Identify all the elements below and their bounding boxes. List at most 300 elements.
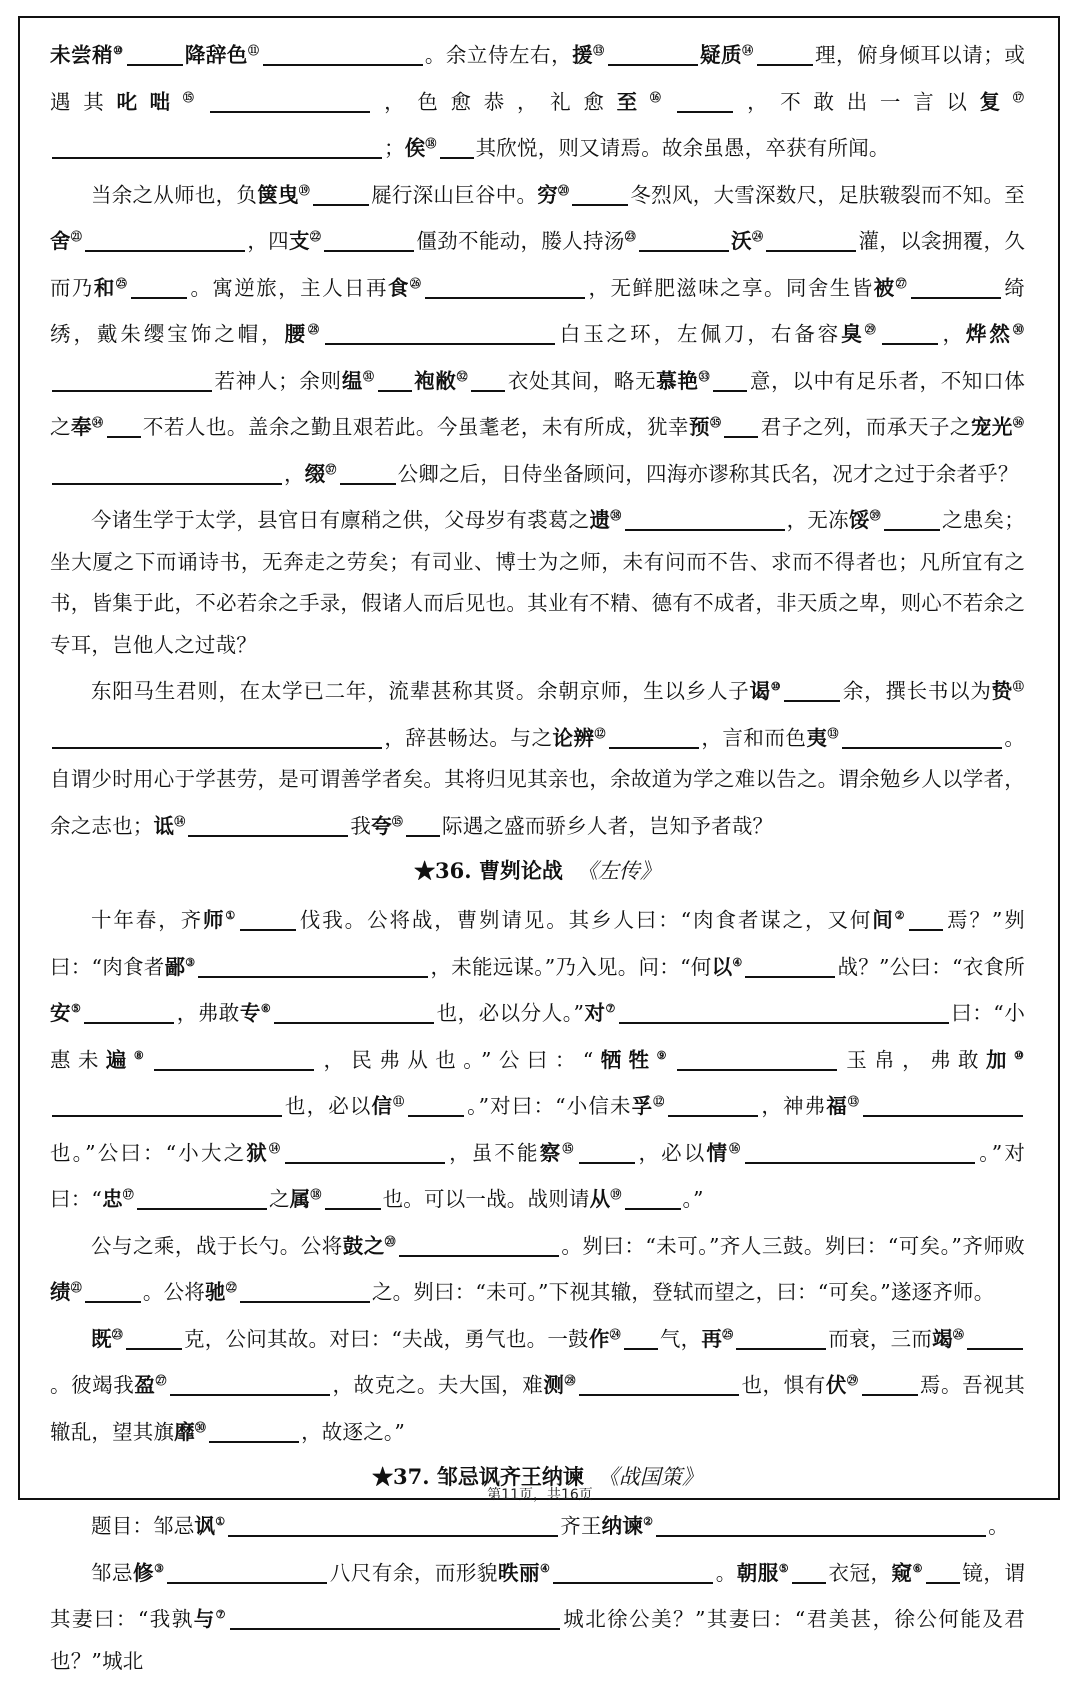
keyword: 鼓之 — [343, 1234, 385, 1258]
passage-text: 玉帛，弗敢 — [839, 1048, 986, 1072]
passage-text: 君子之列，而承天子之 — [760, 415, 970, 439]
keyword: 讽 — [195, 1514, 216, 1538]
note-number: ⑬ — [827, 727, 839, 740]
page-footer: 第11页，共16页 — [0, 1484, 1080, 1504]
answer-blank[interactable] — [325, 321, 555, 345]
passage-text: ，必以 — [637, 1141, 707, 1165]
keyword: 沃 — [731, 229, 752, 253]
keyword: 被 — [874, 276, 896, 300]
answer-blank[interactable] — [198, 954, 428, 978]
note-number: ⑯ — [650, 91, 674, 104]
note-number: ⑦ — [606, 1002, 616, 1015]
keyword: 朝服 — [737, 1561, 779, 1585]
passage-text: ； — [384, 136, 405, 160]
answer-blank[interactable] — [210, 89, 370, 113]
passage-text: 不若人也。盖余之勤且艰若此。今虽耄老，未有所成，犹幸 — [143, 415, 689, 439]
note-number: ㉑ — [71, 1281, 82, 1294]
answer-blank[interactable] — [154, 1047, 314, 1071]
passage-text: 绮绣，戴朱缨宝饰之帽， — [50, 276, 1025, 347]
keyword: 箧曳 — [257, 183, 299, 207]
note-number: ㉘ — [308, 323, 322, 336]
passage-text: 之患矣；坐大厦之下而诵诗书，无奔走之劳矣；有司业、博士为之师，未有问而不告、求而不得者也；凡所宜有之书，皆集于此，不必若余之手录，假诸人而后见也。其业有不精、德有不成者，非天质之卑，则心不若余之专耳，岂他人之过哉？ — [50, 508, 1025, 657]
passage-text: ，无冻 — [787, 508, 849, 532]
answer-blank[interactable] — [579, 1140, 635, 1164]
keyword: 昳丽 — [498, 1561, 540, 1585]
answer-blank[interactable] — [85, 1279, 141, 1303]
passage-text: 也，惧有 — [741, 1373, 826, 1397]
note-number: ⑪ — [1013, 680, 1024, 693]
answer-blank[interactable] — [668, 1093, 758, 1117]
note-number: ㉝ — [699, 370, 711, 383]
answer-blank[interactable] — [170, 1372, 330, 1396]
passage-text: 当余之从师也，负 — [91, 183, 257, 207]
passage-text: 。彼竭我 — [50, 1373, 134, 1397]
note-number: ㉞ — [92, 416, 104, 429]
note-number: ㉘ — [564, 1374, 576, 1387]
keyword: 贽 — [992, 679, 1013, 703]
keyword: 馁 — [849, 508, 870, 532]
note-number: ⑬ — [593, 44, 605, 57]
answer-blank[interactable] — [784, 678, 840, 702]
passage-text: ，不敢出一言以 — [735, 90, 980, 114]
note-number: ② — [643, 1515, 653, 1528]
keyword: 伏 — [826, 1373, 847, 1397]
keyword: 属 — [290, 1187, 311, 1211]
passage-text: 僵劲不能动，媵人持汤 — [416, 229, 625, 253]
answer-blank[interactable] — [863, 1093, 1023, 1117]
note-number: ⑲ — [299, 184, 310, 197]
passage-text: 曰：“小惠未 — [50, 1001, 1025, 1072]
section-title-text: ★37. 邹忌讽齐王纳谏 — [372, 1464, 584, 1489]
passage-text: 也。可以一战。战则请 — [383, 1187, 590, 1211]
answer-blank[interactable] — [230, 1606, 560, 1630]
note-number: ⑮ — [183, 91, 207, 104]
passage-text: 余，撰长书以为 — [842, 679, 991, 703]
note-number: ㊳ — [610, 509, 621, 522]
keyword: 牺牲 — [593, 1048, 656, 1072]
note-number: ⑦ — [216, 1608, 227, 1621]
passage-text: 题目：邹忌 — [91, 1514, 195, 1538]
answer-blank[interactable] — [792, 1560, 826, 1584]
note-number: ㉑ — [71, 230, 82, 243]
text-paragraph — [50, 495, 1025, 666]
passage-text: 八尺有余，而形貌 — [329, 1561, 497, 1585]
keyword: 谒 — [749, 679, 770, 703]
text-paragraph — [50, 666, 1025, 847]
note-number: ⑧ — [134, 1049, 151, 1062]
note-number: ㉒ — [310, 230, 321, 243]
answer-blank[interactable] — [909, 907, 943, 931]
passage-text: 。 — [988, 1514, 1009, 1538]
keyword: 忠 — [102, 1187, 123, 1211]
passage-text: ，无鲜肥滋味之享。同舍生皆 — [587, 276, 873, 300]
answer-blank[interactable] — [639, 228, 729, 252]
passage-text: 公与之乘，战于长勺。公将 — [91, 1234, 343, 1258]
answer-blank[interactable] — [274, 1000, 434, 1024]
keyword: 专 — [240, 1001, 261, 1025]
note-number: ⑭ — [742, 44, 754, 57]
answer-blank[interactable] — [736, 1326, 826, 1350]
keyword: 孚 — [632, 1094, 654, 1118]
passage-text: 衣处其间，略无 — [507, 369, 656, 393]
keyword: 慕艳 — [656, 369, 698, 393]
keyword: 论辨 — [552, 726, 594, 750]
note-number: ㉙ — [865, 323, 879, 336]
passage-text: 理，俯身倾耳以请；或遇其 — [50, 43, 1025, 114]
note-number: ㉗ — [155, 1374, 167, 1387]
answer-blank[interactable] — [263, 42, 423, 66]
keyword: 奉 — [71, 415, 92, 439]
note-number: ⑯ — [729, 1142, 742, 1155]
note-number: ④ — [732, 956, 742, 969]
keyword: 降辞色 — [185, 43, 248, 67]
keyword: 靡 — [174, 1420, 195, 1444]
passage-text: ，色愈恭，礼愈 — [372, 90, 617, 114]
keyword: 预 — [689, 415, 710, 439]
answer-blank[interactable] — [188, 813, 348, 837]
note-number: ㊱ — [1013, 416, 1024, 429]
note-number: ⑨ — [657, 1049, 674, 1062]
note-number: ② — [895, 909, 907, 922]
keyword: 叱咄 — [116, 90, 182, 114]
passage-text: 邹忌 — [91, 1561, 133, 1585]
worksheet-content — [50, 30, 1025, 1682]
passage-text: 伐我。公将战，曹刿请见。其乡人曰：“肉食者谋之，又何 — [298, 908, 872, 932]
keyword: 和 — [94, 276, 116, 300]
keyword: 对 — [584, 1001, 605, 1025]
answer-blank[interactable] — [745, 1140, 975, 1164]
note-number: ⑩ — [1014, 1049, 1024, 1062]
keyword: 烨然 — [966, 322, 1013, 346]
keyword: 俟 — [405, 136, 426, 160]
passage-text: ，辞甚畅达。与之 — [384, 726, 552, 750]
keyword: 盈 — [134, 1373, 155, 1397]
keyword: 未尝稍 — [50, 43, 113, 67]
section-source: 《左传》 — [577, 859, 661, 883]
answer-blank[interactable] — [52, 461, 282, 485]
note-number: ⑱ — [310, 1188, 321, 1201]
keyword: 窥 — [892, 1561, 913, 1585]
passage-text: ，弗敢 — [176, 1001, 239, 1025]
note-number: ⑩ — [771, 680, 782, 693]
answer-blank[interactable] — [926, 1560, 960, 1584]
answer-blank[interactable] — [625, 507, 785, 531]
section-title — [50, 847, 1025, 895]
keyword: 察 — [540, 1141, 563, 1165]
answer-blank[interactable] — [911, 275, 1001, 299]
answer-blank[interactable] — [107, 414, 141, 438]
passage-text: 公卿之后，日侍坐备顾问，四海亦谬称其氏名，况才之过于余者乎？ — [398, 462, 1019, 486]
passage-text: 今诸生学于太学，县官日有廪稍之供，父母岁有裘葛之 — [91, 508, 589, 532]
keyword: 腰 — [285, 322, 308, 346]
note-number: ⑤ — [779, 1562, 789, 1575]
passage-text: 白玉之环，左佩刀，右备容 — [557, 322, 841, 346]
passage-text: 。寓逆旅，主人日再 — [189, 276, 388, 300]
note-number: ⑬ — [848, 1095, 860, 1108]
keyword: 作 — [589, 1327, 610, 1351]
keyword: 援 — [572, 43, 593, 67]
answer-blank[interactable] — [884, 507, 940, 531]
keyword: 复 — [980, 90, 1013, 114]
passage-text: ， — [940, 322, 966, 346]
answer-blank[interactable] — [624, 1326, 658, 1350]
keyword: 缀 — [305, 462, 326, 486]
note-number: ㉛ — [363, 370, 375, 383]
answer-blank[interactable] — [440, 135, 474, 159]
answer-blank[interactable] — [406, 813, 440, 837]
passage-text: 而衰，三而 — [828, 1327, 932, 1351]
keyword: 鄙 — [165, 955, 186, 979]
keyword: 竭 — [932, 1327, 953, 1351]
answer-blank[interactable] — [52, 135, 382, 159]
keyword: 情 — [707, 1141, 730, 1165]
answer-blank[interactable] — [842, 725, 1002, 749]
note-number: ㉓ — [112, 1328, 123, 1341]
answer-blank[interactable] — [340, 461, 396, 485]
note-number: ⑭ — [174, 815, 185, 828]
answer-blank[interactable] — [766, 228, 856, 252]
note-number: ㉜ — [457, 370, 469, 383]
passage-text: 焉。吾视其辙乱，望其旗 — [50, 1373, 1025, 1444]
note-number: ⑰ — [1013, 91, 1024, 104]
keyword: 至 — [617, 90, 650, 114]
passage-text: 镜，谓其妻曰：“我孰 — [50, 1561, 1025, 1632]
note-number: ㉔ — [752, 230, 763, 243]
note-number: ⑳ — [558, 184, 569, 197]
note-number: ㉙ — [847, 1374, 859, 1387]
answer-blank[interactable] — [608, 42, 698, 66]
answer-blank[interactable] — [126, 1326, 182, 1350]
keyword: 绩 — [50, 1280, 71, 1304]
answer-blank[interactable] — [656, 1513, 986, 1537]
answer-blank[interactable] — [757, 42, 813, 66]
passage-text: 屣行深山巨谷中。 — [371, 183, 537, 207]
keyword: 夸 — [371, 814, 392, 838]
note-number: ㉕ — [722, 1328, 733, 1341]
passage-text: 战？”公曰：“衣食所 — [837, 955, 1025, 979]
answer-blank[interactable] — [862, 1372, 918, 1396]
answer-blank[interactable] — [677, 1047, 837, 1071]
note-number: ⑮ — [562, 1142, 575, 1155]
answer-blank[interactable] — [378, 368, 412, 392]
passage-text: 意，以中有足乐者，不知口体之 — [50, 369, 1025, 440]
answer-blank[interactable] — [84, 1000, 174, 1024]
note-number: ⑳ — [385, 1235, 396, 1248]
note-number: ⑭ — [269, 1142, 282, 1155]
answer-blank[interactable] — [52, 1093, 282, 1117]
note-number: ⑲ — [610, 1188, 621, 1201]
note-number: ⑪ — [248, 44, 260, 57]
answer-blank[interactable] — [572, 182, 628, 206]
note-number: ㉚ — [1013, 323, 1024, 336]
keyword: 宠光 — [971, 415, 1013, 439]
answer-blank[interactable] — [313, 182, 369, 206]
note-number: ㉕ — [116, 277, 128, 290]
keyword: 以 — [712, 955, 733, 979]
keyword: 测 — [543, 1373, 564, 1397]
keyword: 福 — [826, 1094, 848, 1118]
answer-blank[interactable] — [85, 228, 245, 252]
passage-text: 其欣悦，则又请焉。故余虽愚，卒获有所闻。 — [476, 136, 890, 160]
answer-blank[interactable] — [285, 1140, 445, 1164]
passage-text: ，言和而色 — [701, 726, 806, 750]
keyword: 食 — [388, 276, 410, 300]
passage-text: ，故逐之。” — [301, 1420, 405, 1444]
keyword: 既 — [91, 1327, 112, 1351]
passage-text: 。自谓少时用心于学甚劳，是可谓善学者矣。其将归见其亲也，余故道为学之难以告之。谓余勉乡人以学者，余之志也； — [50, 726, 1025, 838]
answer-blank[interactable] — [209, 1419, 299, 1443]
answer-blank[interactable] — [967, 1326, 1023, 1350]
keyword: 缊 — [342, 369, 363, 393]
answer-blank[interactable] — [399, 1233, 559, 1257]
keyword: 师 — [203, 908, 225, 932]
keyword: 袍敝 — [414, 369, 457, 393]
passage-text: 。公将 — [143, 1280, 205, 1304]
passage-text: 齐王 — [560, 1514, 601, 1538]
answer-blank[interactable] — [240, 907, 296, 931]
passage-text: 城北徐公美？”其妻曰：“君美甚，徐公何能及君也？”城北 — [50, 1607, 1025, 1673]
note-number: ⑥ — [913, 1562, 923, 1575]
answer-blank[interactable] — [131, 275, 187, 299]
note-number: ㉓ — [625, 230, 636, 243]
keyword: 信 — [371, 1094, 393, 1118]
passage-text: 。余立侍左右， — [425, 43, 573, 67]
note-number: ③ — [154, 1562, 164, 1575]
passage-text: 灌，以衾拥覆，久而乃 — [50, 229, 1025, 300]
note-number: ① — [215, 1515, 225, 1528]
keyword: 安 — [50, 1001, 71, 1025]
passage-text: 十年春，齐 — [91, 908, 203, 932]
passage-text: 之 — [269, 1187, 290, 1211]
passage-text: 。”对曰：“小信未 — [466, 1094, 631, 1118]
answer-blank[interactable] — [625, 1186, 681, 1210]
answer-blank[interactable] — [52, 368, 212, 392]
note-number: ⑩ — [113, 44, 123, 57]
note-number: ㉚ — [195, 1421, 206, 1434]
text-paragraph — [50, 1314, 1025, 1454]
note-number: ⑫ — [653, 1095, 665, 1108]
note-number: ㉒ — [226, 1281, 237, 1294]
keyword: 遗 — [589, 508, 610, 532]
answer-blank[interactable] — [425, 275, 585, 299]
section-source: 《战国策》 — [598, 1465, 703, 1489]
keyword: 狱 — [246, 1141, 269, 1165]
keyword: 修 — [133, 1561, 154, 1585]
passage-text: 若神人；余则 — [214, 369, 342, 393]
note-number: ⑰ — [123, 1188, 134, 1201]
answer-blank[interactable] — [324, 228, 414, 252]
text-paragraph — [50, 1501, 1025, 1548]
passage-text: ，民弗从也。”公曰：“ — [316, 1048, 593, 1072]
answer-blank[interactable] — [137, 1186, 267, 1210]
note-number: ㉖ — [953, 1328, 964, 1341]
text-paragraph — [50, 170, 1025, 496]
passage-text: 。” — [683, 1187, 704, 1211]
note-number: ⑱ — [425, 137, 436, 150]
answer-blank[interactable] — [408, 1093, 464, 1117]
passage-text: 衣冠， — [828, 1561, 891, 1585]
passage-text: 东阳马生君则，在太学已二年，流辈甚称其贤。余朝京师，生以乡人子 — [91, 679, 749, 703]
keyword: 驰 — [205, 1280, 226, 1304]
passage-text: ，神弗 — [760, 1094, 826, 1118]
passage-text: ，故克之。夫大国，难 — [332, 1373, 543, 1397]
passage-text: ， — [284, 462, 305, 486]
note-number: ⑫ — [595, 727, 607, 740]
passage-text: 。 — [715, 1561, 736, 1585]
note-number: ㊲ — [325, 463, 336, 476]
note-number: ㉟ — [710, 416, 722, 429]
keyword: 间 — [872, 908, 894, 932]
answer-blank[interactable] — [677, 89, 733, 113]
keyword: 疑质 — [700, 43, 742, 67]
answer-blank[interactable] — [713, 368, 747, 392]
note-number: ㉗ — [896, 277, 908, 290]
passage-text: 也，必以 — [284, 1094, 371, 1118]
note-number: ③ — [185, 956, 195, 969]
answer-blank[interactable] — [325, 1186, 381, 1210]
answer-blank[interactable] — [619, 1000, 949, 1024]
answer-blank[interactable] — [553, 1560, 713, 1584]
passage-text: 。”对曰：“ — [50, 1141, 1025, 1212]
keyword: 从 — [590, 1187, 611, 1211]
passage-text: ，虽不能 — [447, 1141, 540, 1165]
passage-text: 也，必以分人。” — [436, 1001, 584, 1025]
note-number: ㊴ — [870, 509, 881, 522]
passage-text: 际遇之盛而骄乡人者，岂知予者哉？ — [442, 814, 773, 838]
passage-text: 气， — [660, 1327, 702, 1351]
note-number: ⑥ — [261, 1002, 271, 1015]
text-paragraph — [50, 1221, 1025, 1314]
note-number: ⑤ — [71, 1002, 81, 1015]
keyword: 纳谏 — [602, 1514, 643, 1538]
text-paragraph — [50, 895, 1025, 1221]
keyword: 臭 — [841, 322, 864, 346]
answer-blank[interactable] — [745, 954, 835, 978]
passage-text: 冬烈风，大雪深数尺，足肤皲裂而不知。至 — [630, 183, 1025, 207]
passage-text: 焉？”刿曰：“肉食者 — [50, 908, 1025, 979]
answer-blank[interactable] — [52, 725, 382, 749]
passage-text: 也。”公曰：“小大之 — [50, 1141, 246, 1165]
answer-blank[interactable] — [579, 1372, 739, 1396]
keyword: 支 — [289, 229, 310, 253]
answer-blank[interactable] — [167, 1560, 327, 1584]
keyword: 再 — [701, 1327, 722, 1351]
note-number: ㉖ — [410, 277, 422, 290]
keyword: 舍 — [50, 229, 71, 253]
passage-text: 克，公问其故。对曰：“夫战，勇气也。一鼓 — [184, 1327, 589, 1351]
answer-blank[interactable] — [240, 1279, 370, 1303]
note-number: ⑮ — [392, 815, 403, 828]
text-paragraph — [50, 30, 1025, 170]
text-paragraph — [50, 1548, 1025, 1682]
answer-blank[interactable] — [724, 414, 758, 438]
keyword: 遍 — [106, 1048, 134, 1072]
note-number: ㉔ — [610, 1328, 621, 1341]
note-number: ④ — [540, 1562, 550, 1575]
answer-blank[interactable] — [228, 1513, 558, 1537]
keyword: 与 — [194, 1607, 216, 1631]
keyword: 夷 — [806, 726, 827, 750]
section-title-text: ★36. 曹刿论战 — [414, 858, 563, 883]
answer-blank[interactable] — [127, 42, 183, 66]
answer-blank[interactable] — [609, 725, 699, 749]
keyword: 穷 — [537, 183, 558, 207]
passage-text: 我 — [350, 814, 371, 838]
passage-text: 之。刿曰：“未可。”下视其辙，登轼而望之，曰：“可矣。”遂逐齐师。 — [372, 1280, 995, 1304]
note-number: ⑪ — [393, 1095, 405, 1108]
answer-blank[interactable] — [882, 321, 938, 345]
answer-blank[interactable] — [471, 368, 505, 392]
